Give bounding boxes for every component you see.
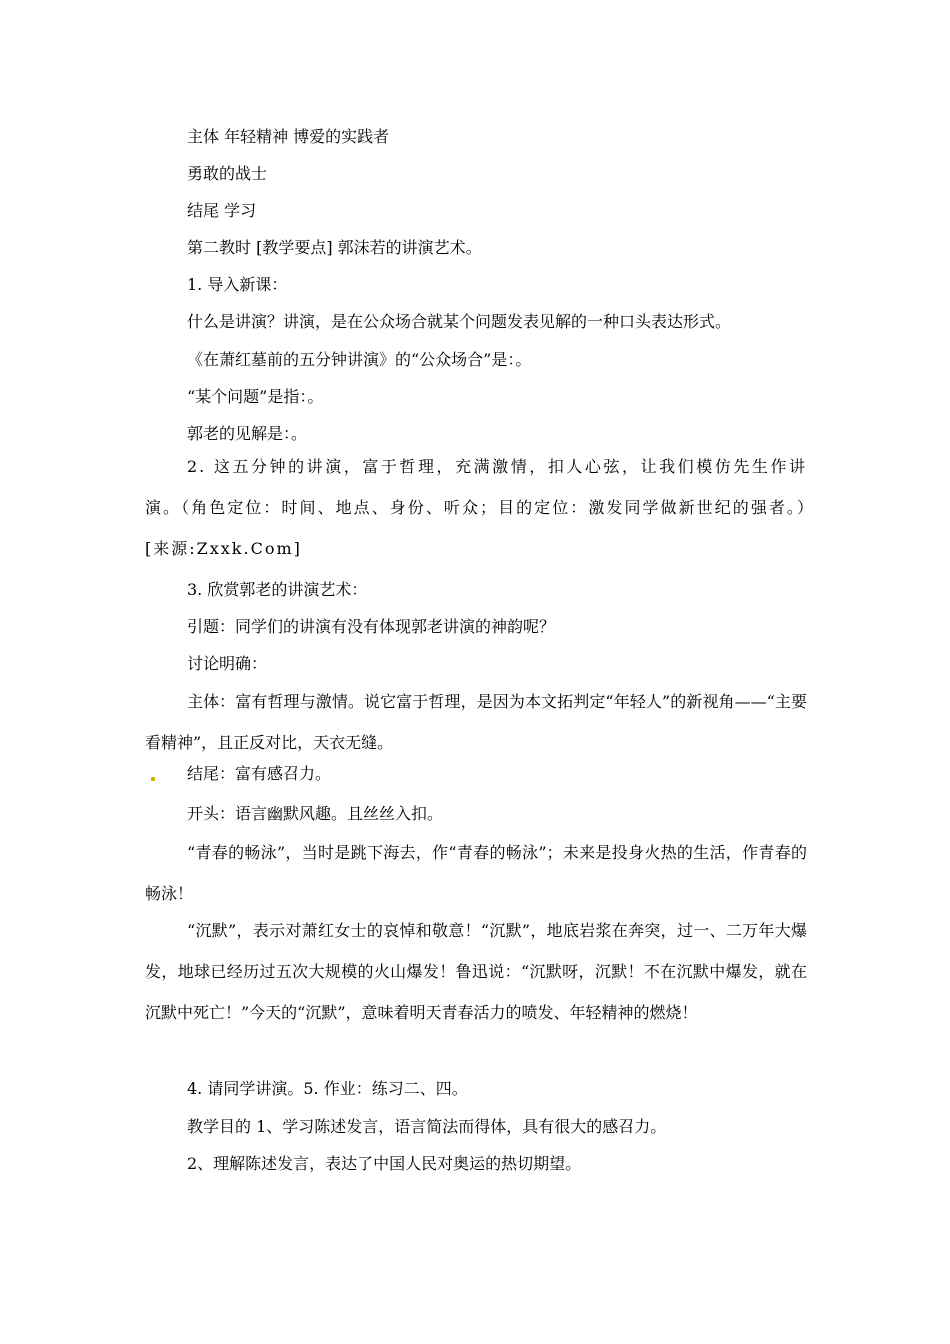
paragraph-1: 主体 年轻精神 博爱的实践者 xyxy=(187,127,390,146)
paragraph-4: 第二教时 [教学要点] 郭沫若的讲演艺术。 xyxy=(187,238,482,257)
paragraph-3: 结尾 学习 xyxy=(187,201,257,220)
paragraph-21: 2、理解陈述发言，表达了中国人民对奥运的热切期望。 xyxy=(187,1154,582,1173)
paragraph-18: “沉默”，表示对萧红女士的哀悼和敬意！“沉默”，地底岩浆在奔突，过一、二万年大爆发，地球已经历过五次大规模的火山爆发！鲁迅说：“沉默呀，沉默！不在沉默中爆发，就在沉默中死亡！”今天的“沉默”，意味着明天青春活力的喷发、年轻精神的燃烧！ xyxy=(145,921,807,1022)
paragraph-7: 《在萧红墓前的五分钟讲演》的“公众场合”是：。 xyxy=(187,350,532,369)
paragraph-17: “青春的畅泳”，当时是跳下海去，作“青春的畅泳”；未来是投身火热的生活，作青春的畅泳！ xyxy=(145,843,807,903)
paragraph-6: 什么是讲演？讲演，是在公众场合就某个问题发表见解的一种口头表达形式。 xyxy=(187,312,732,331)
paragraph-15: 结尾：富有感召力。 xyxy=(187,764,332,783)
paragraph-5: 1. 导入新课： xyxy=(187,275,288,294)
paragraph-9: 郭老的见解是：。 xyxy=(187,424,308,443)
paragraph-8: “某个问题”是指：。 xyxy=(187,387,324,406)
paragraph-14: 主体：富有哲理与激情。说它富于哲理，是因为本文拓判定“年轻人”的新视角——“主要看精神”，且正反对比，天衣无缝。 xyxy=(145,692,807,752)
paragraph-12: 引题：同学们的讲演有没有体现郭老讲演的神韵呢？ xyxy=(187,617,556,636)
paragraph-2: 勇敢的战士 xyxy=(187,164,268,183)
paragraph-13: 讨论明确： xyxy=(187,654,268,673)
paragraph-11: 3. 欣赏郭老的讲演艺术： xyxy=(187,580,368,599)
paragraph-10: 2. 这五分钟的讲演，富于哲理，充满激情，扣人心弦，让我们模仿先生作讲演。（角色定位：时间、地点、身份、听众；目的定位：激发同学做新世纪的强者。）[来源:Zxxk.Com] xyxy=(145,457,807,558)
paragraph-20: 教学目的 1、学习陈述发言，语言简法而得体，具有很大的感召力。 xyxy=(187,1117,667,1136)
paragraph-19: 4. 请同学讲演。5. 作业：练习二、四。 xyxy=(187,1079,468,1098)
paragraph-16: 开头：语言幽默风趣。且丝丝入扣。 xyxy=(187,804,444,823)
